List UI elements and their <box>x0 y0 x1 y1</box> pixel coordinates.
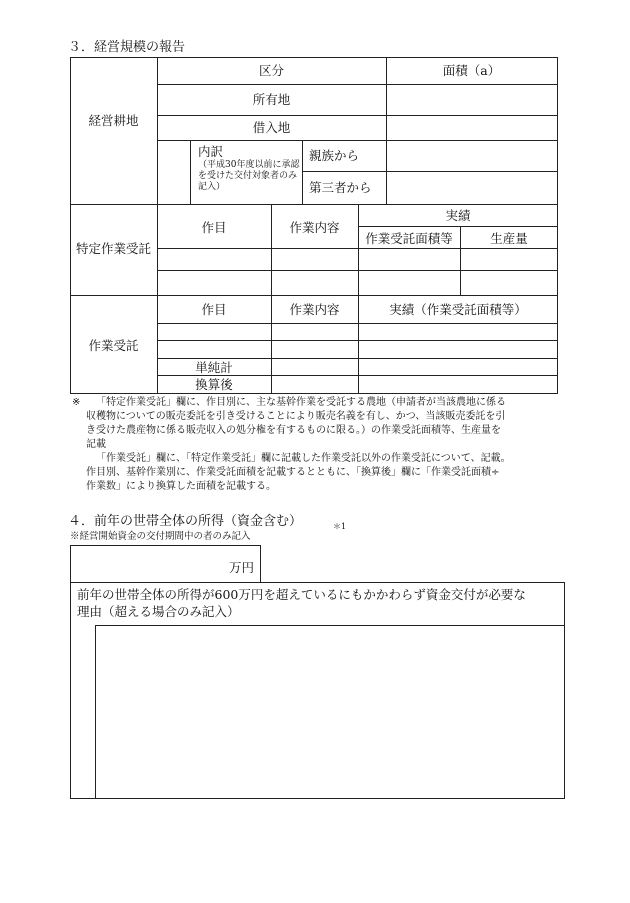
work-content-header: 作業内容 <box>289 220 340 235</box>
work-content-header-2: 作業内容 <box>289 302 340 317</box>
note-line-6: 作目別、基幹作業別に、作業受託面積を記載するとともに、「換算後」欄に「作業受託面積÷ <box>86 467 500 478</box>
section4-subnote: ※経営開始資金の交付期間中の者のみ記入 <box>70 531 251 542</box>
note-line-2: 収穫物についての販売委託を引き受けることにより販売名義を有し、かつ、当該販売委託を引 <box>86 411 506 422</box>
results-header: 実績 <box>445 208 471 223</box>
breakdown-label: 内訳 <box>198 144 224 159</box>
from-third-party: 第三者から <box>309 180 372 195</box>
reason-input[interactable] <box>100 630 558 793</box>
note-mark: ※ <box>72 397 81 408</box>
header-area: 面積（a） <box>442 63 501 78</box>
crop-header: 作目 <box>201 220 227 235</box>
income-input[interactable] <box>80 560 240 578</box>
production-header: 生産量 <box>490 231 528 246</box>
note-line-5: 「作業受託」欄に、「特定作業受託」欄に記載した作業受託以外の作業受託について、記載。 <box>96 453 511 464</box>
breakdown-note: （平成30年度以前に承認を受けた交付対象者のみ記入） <box>198 160 300 192</box>
note-line-3: き受けた農産物に係る販売収入の処分権を有するものに限る。）の作業受託面積等、生産量を <box>86 425 501 436</box>
footnote-mark: ＊1 <box>333 522 347 531</box>
farmland-label: 経営耕地 <box>88 113 139 128</box>
contract-area-header: 作業受託面積等 <box>365 231 453 246</box>
work-contract-label: 作業受託 <box>88 338 139 353</box>
note-line-7: 作業数」により換算した面積を記載する。 <box>86 481 276 492</box>
simple-total-label: 単純計 <box>195 360 233 375</box>
reason-text-line-1: 前年の世帯全体の所得が600万円を超えているにもかかわらず資金交付が必要な <box>77 587 526 602</box>
header-kubun: 区分 <box>258 63 284 78</box>
section3-title: ３．経営規模の報告 <box>68 40 186 55</box>
note-line-4: 記載 <box>86 439 106 450</box>
section4-title: ４．前年の世帯全体の所得（資金含む） <box>68 514 303 529</box>
unit-man-yen: 万円 <box>229 560 255 575</box>
reason-text-line-2: 理由（超える場合のみ記入） <box>77 604 240 619</box>
note-line-1: 「特定作業受託」欄に、作目別に、主な基幹作業を受託する農地（申請者が当該農地に係る <box>96 397 506 408</box>
owned-land: 所有地 <box>252 92 291 107</box>
leased-land: 借入地 <box>252 120 291 135</box>
converted-label: 換算後 <box>195 377 233 392</box>
results-area-header: 実績（作業受託面積等） <box>389 302 527 317</box>
crop-header-2: 作目 <box>201 302 227 317</box>
specific-work-label: 特定作業受託 <box>75 241 151 256</box>
from-relatives: 親族から <box>309 148 360 163</box>
